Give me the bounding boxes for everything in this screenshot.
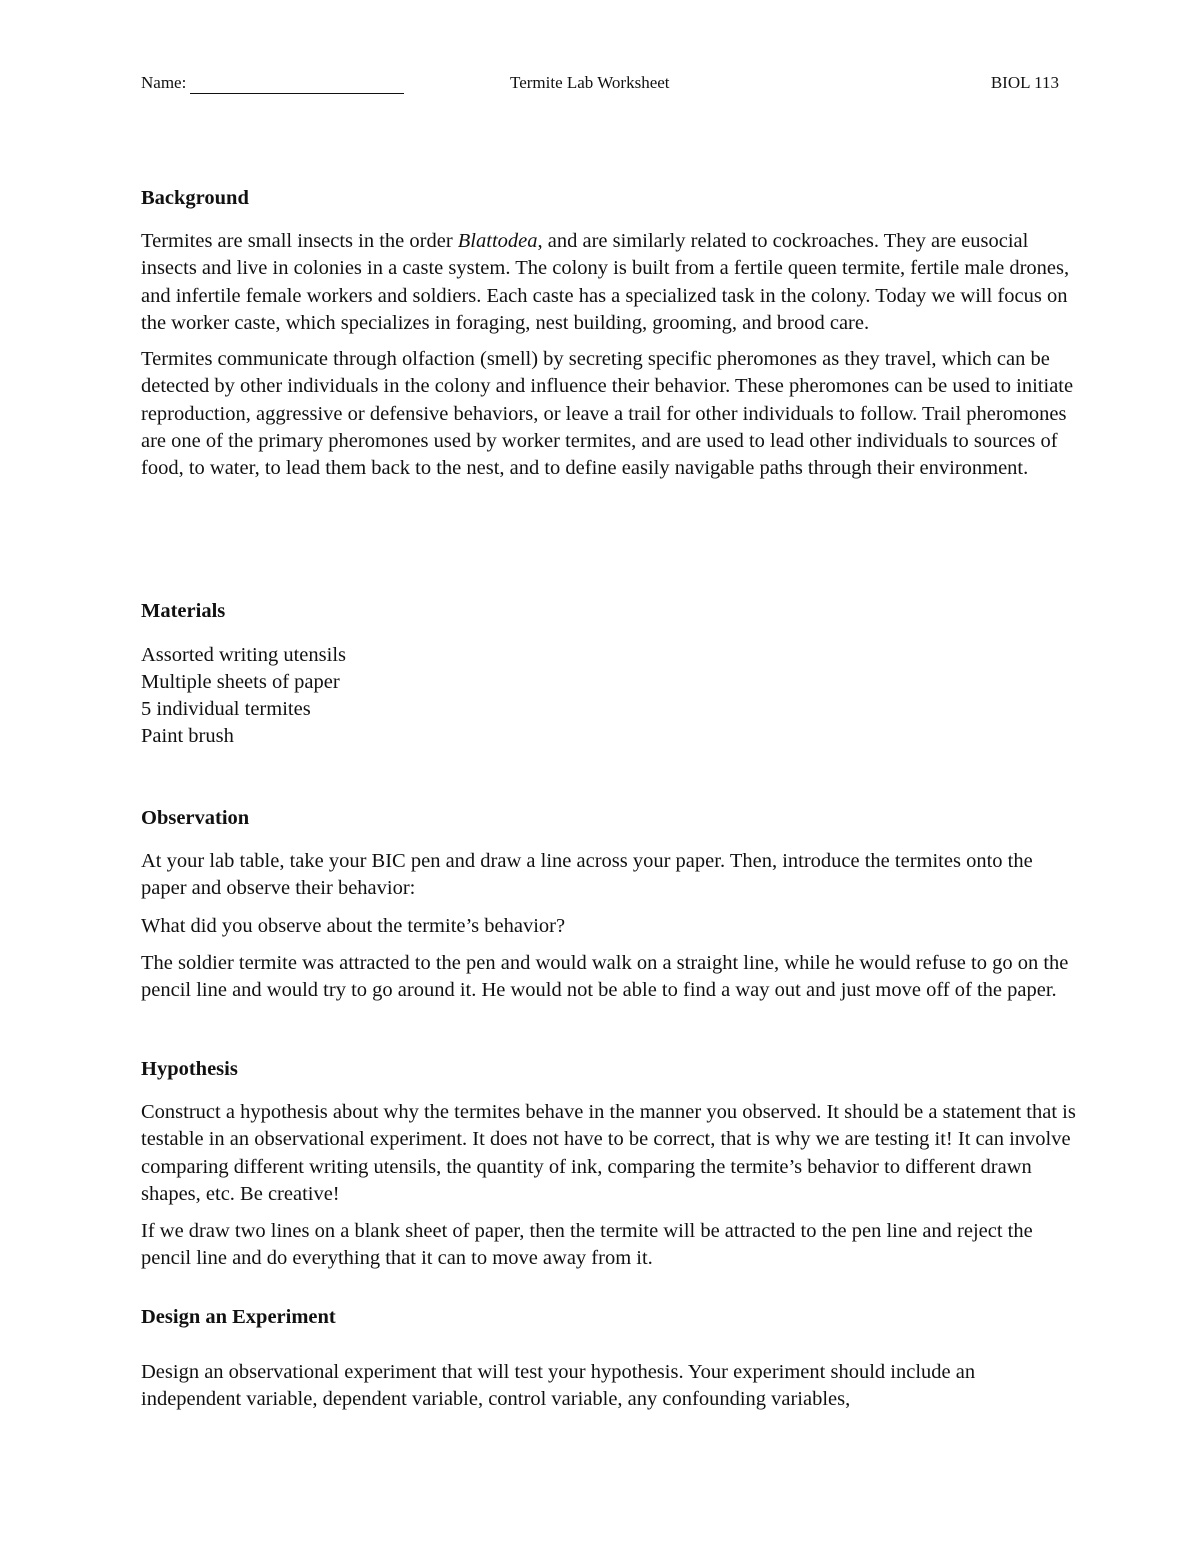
hypothesis-instruction: Construct a hypothesis about why the termites behave in the manner you observed. It should be a statement that is testable in an observational experiment. It does not have to be correct, that is why we are testing it! It can involve comparing different writing utensils, the quantity of ink, comparing the termite’s behavior to different drawn shapes, etc. Be creative!	[141, 1101, 1076, 1205]
course-code: BIOL 113	[990, 73, 1059, 92]
observation-heading: Observation	[141, 807, 250, 829]
materials-item: Paint brush	[141, 725, 234, 747]
design-heading: Design an Experiment	[141, 1306, 336, 1328]
hypothesis-answer[interactable]: If we draw two lines on a blank sheet of paper, then the termite will be attracted to the pen line and reject the pencil line and do everything that it can to move away from it.	[141, 1220, 1033, 1270]
background-p1-text-b: , and are similarly related to cockroaches. They are eusocial insects and live in colonies in a caste system. The colony is built from a fertile queen termite, fertile male drones, and infertile female workers and soldiers. Each caste has a specialized task in the colony. Today we will focus on the worker caste, which specializes in foraging, nest building, grooming, and brood care.	[141, 230, 1070, 334]
design-instruction: Design an observational experiment that will test your hypothesis. Your experiment should include an independent variable, dependent variable, control variable, any confounding variables,	[141, 1361, 976, 1411]
observation-question: What did you observe about the termite’s behavior?	[141, 914, 566, 937]
materials-item: Multiple sheets of paper	[141, 671, 340, 693]
worksheet-title: Termite Lab Worksheet	[510, 73, 670, 92]
name-label: Name:	[141, 73, 187, 92]
materials-item: 5 individual termites	[141, 698, 311, 720]
name-field[interactable]	[141, 72, 404, 94]
observation-instruction: At your lab table, take your BIC pen and draw a line across your paper. Then, introduce the termites onto the paper and observe their behavior:	[141, 850, 1033, 900]
background-paragraph-2: Termites communicate through olfaction (smell) by secreting specific pheromones as they travel, which can be detected by other individuals in the colony and influence their behavior. These pheromones can be used to initiate reproduction, aggressive or defensive behaviors, or leave a trail for other individuals to follow. Trail pheromones are one of the primary pheromones used by worker termites, and are used to lead other individuals to sources of food, to water, to lead them back to the nest, and to define easily navigable paths through their environment.	[141, 348, 1074, 480]
hypothesis-heading: Hypothesis	[141, 1058, 238, 1080]
observation-section	[141, 805, 1076, 1014]
materials-section	[141, 598, 1076, 750]
materials-heading: Materials	[141, 600, 226, 622]
background-section	[141, 185, 1076, 483]
hypothesis-section	[141, 1056, 1076, 1283]
materials-item: Assorted writing utensils	[141, 644, 346, 666]
background-heading: Background	[141, 187, 249, 209]
background-paragraph-1	[141, 228, 1076, 337]
design-section	[141, 1304, 1076, 1414]
observation-answer[interactable]: The soldier termite was attracted to the pen and would walk on a straight line, while he would refuse to go on the pencil line and would try to go around it. He would not be able to find a way out and just move off of the paper.	[141, 951, 1069, 1002]
page-header	[141, 72, 1059, 94]
materials-list	[141, 642, 1076, 750]
name-blank-line[interactable]	[190, 76, 404, 94]
background-p1-text-a: Termites are small insects in the order	[141, 230, 458, 252]
order-name: Blattodea	[457, 230, 538, 252]
